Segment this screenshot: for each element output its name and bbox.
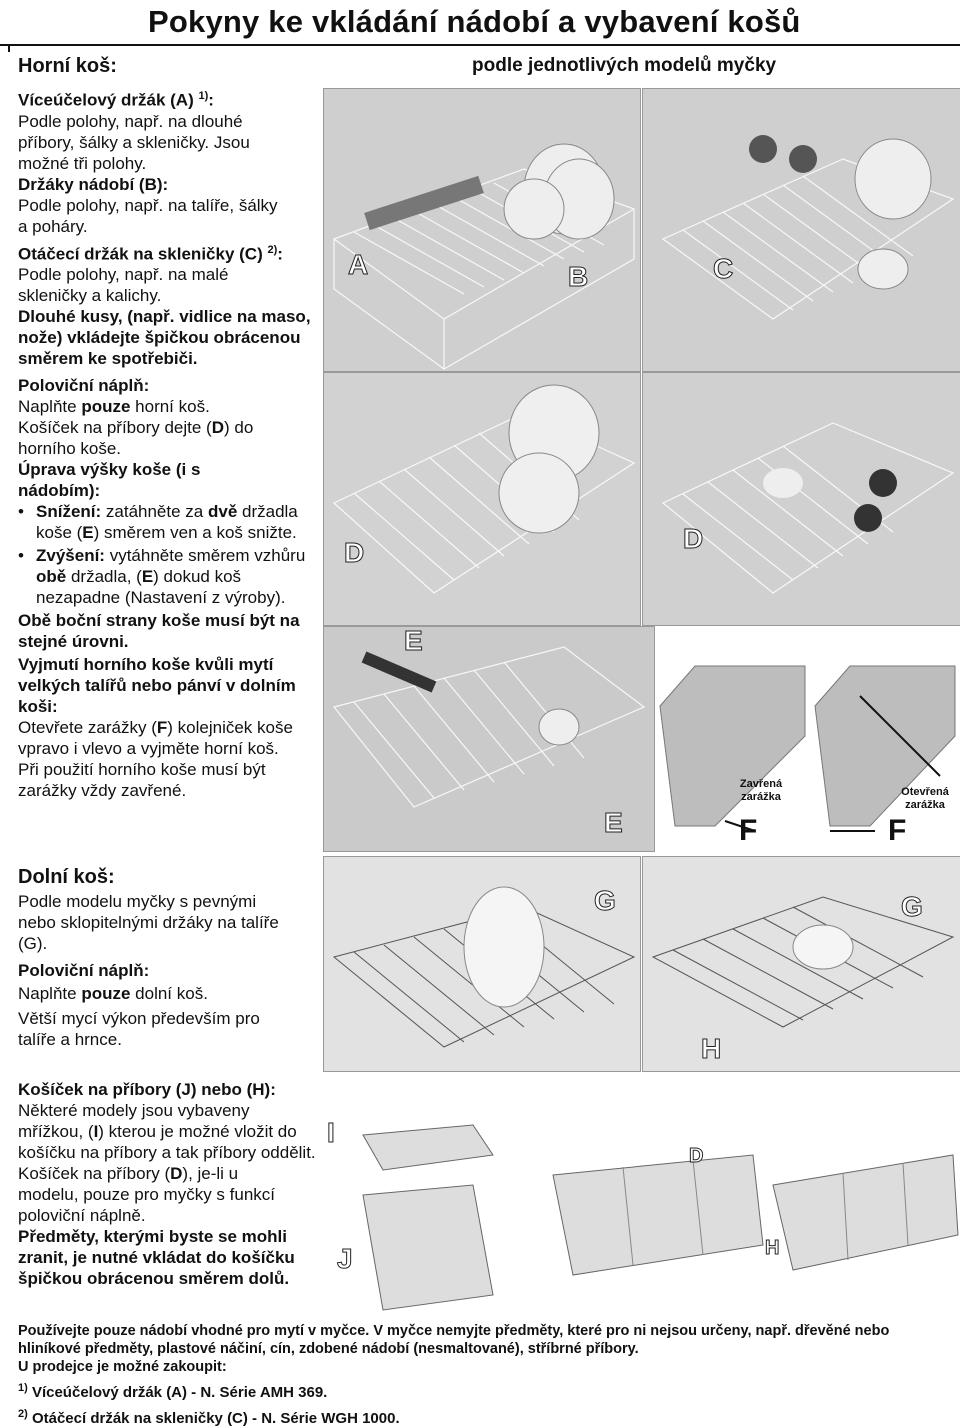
- bullet-dot: •: [18, 546, 24, 566]
- label-H-cutlery: H: [765, 1237, 780, 1259]
- half-load-text: [18, 396, 333, 417]
- lhl-c: dolní koš.: [130, 984, 208, 1003]
- lower-a: zatáhněte za: [101, 502, 208, 522]
- label-C: C: [713, 253, 734, 284]
- c1a: Některé modely jsou vybaveny mřížkou, (: [18, 1101, 250, 1141]
- basket-illustration: [324, 373, 640, 625]
- latch-illustration: [655, 626, 960, 852]
- raise-b: obě: [36, 567, 67, 587]
- footer-line-2: U prodejce je možné zakoupit:: [18, 1359, 227, 1375]
- lower-basket-bullet: [18, 501, 306, 543]
- c2a: Košíček na příbory (: [18, 1164, 171, 1183]
- cutlery-drawing: [323, 1115, 960, 1320]
- cutlery-warning: Předměty, kterými byste se mohli zranit, je nutné vkládat do košíčku špičkou obrácenou směrem dolů.: [18, 1227, 295, 1288]
- label-H: H: [701, 1033, 722, 1064]
- label-G: G: [594, 885, 616, 916]
- half-load-title: Poloviční náplň:: [18, 376, 150, 396]
- remove-a: Otevřete zarážky (: [18, 718, 157, 738]
- latch-closed-label: Zavřená zarážka: [739, 778, 783, 803]
- title-divider: [0, 44, 960, 46]
- lower-half-load-text: [18, 983, 298, 1004]
- photo-lower-basket-2: [642, 856, 960, 1072]
- remove-basket-note: Při použití horního koše musí být zarážky vždy zavřené.: [18, 760, 266, 801]
- latch-drawing: [655, 626, 960, 852]
- lower-b: dvě: [207, 502, 238, 522]
- title-divider-tick: [8, 44, 10, 52]
- colon: :: [208, 90, 214, 110]
- lower-basket-heading: Dolní koš:: [18, 866, 115, 888]
- footnote-ref-1: 1): [198, 90, 209, 102]
- footer-notice: [18, 1322, 948, 1428]
- label-G-2: G: [901, 891, 923, 922]
- cutlery-baskets-illustration: [323, 1115, 960, 1320]
- lower-c: držadla koše (: [36, 502, 298, 543]
- lower-e: ) směrem ven a koš snižte.: [93, 523, 297, 543]
- fn2-text: Otáčecí držák na skleničky (C) - N. Série WGH 1000.: [31, 1410, 400, 1427]
- basket-illustration: [324, 857, 640, 1071]
- photo-height-adjust: [323, 626, 655, 852]
- colon: :: [277, 244, 283, 264]
- c1b: I: [93, 1122, 99, 1141]
- cutlery-heading: Košíček na příbory (J) nebo (H):: [18, 1080, 276, 1099]
- lower-d: E: [82, 523, 94, 543]
- photo-upper-basket-a-b: [323, 88, 641, 372]
- footer-line-1: Používejte pouze nádobí vhodné pro mytí v myčce. V myčce nemyjte předměty, které pro ni nejsou určeny, např. dřevěné nebo hliníkové předměty, plastové náčiní, cín, zdobené nádobí (nesmaltované), stříbrné příbory.: [18, 1323, 890, 1357]
- label-F-open: F: [888, 814, 907, 847]
- remove-c: ) kolejniček koše vpravo i vlevo a vyjměte horní koš.: [18, 718, 293, 759]
- remove-b: F: [156, 718, 168, 738]
- latch-open-label: Otevřená zarážka: [901, 786, 949, 811]
- raise-a: vytáhněte směrem vzhůru: [104, 546, 306, 566]
- fn1-text: Víceúčelový držák (A) - N. Série AMH 369.: [31, 1384, 328, 1401]
- cutlery-basket-note: [18, 417, 308, 459]
- footnote-1: [18, 1379, 948, 1402]
- photo-half-load-upper-2: [642, 372, 960, 626]
- half-load-text-b: pouze: [81, 397, 131, 417]
- upper-basket-heading: Horní koš:: [18, 55, 117, 77]
- lhl-a: Naplňte: [18, 984, 82, 1003]
- c2c: ), je-li u modelu, pouze pro myčky s funkcí poloviční náplně.: [18, 1164, 276, 1225]
- lower-title: Snížení:: [36, 502, 102, 522]
- label-B: B: [568, 261, 589, 292]
- label-E: E: [404, 626, 423, 656]
- footnote-ref-2: 2): [267, 243, 278, 256]
- half-load-text-c: horní koš.: [130, 397, 210, 417]
- bullet-dot: •: [18, 502, 24, 522]
- basket-illustration: [324, 89, 640, 371]
- label-D: D: [344, 537, 365, 568]
- both-sides-note: Obě boční strany koše musí být na stejné úrovni.: [18, 611, 300, 652]
- cutlery-text-1: [18, 1100, 318, 1163]
- basket-illustration: [643, 89, 960, 371]
- basket-illustration: [643, 857, 960, 1071]
- raise-e: ) dokud koš nezapadne (Nastavení z výroby).: [36, 567, 286, 608]
- footnote-2: [18, 1405, 948, 1428]
- cutlery-section: [18, 1079, 328, 1289]
- page-subtitle: podle jednotlivých modelů myčky: [472, 55, 777, 76]
- raise-c: držadla, (: [66, 567, 142, 587]
- multi-holder-title: Víceúčelový držák (A): [18, 90, 194, 110]
- lower-half-load-title: Poloviční náplň:: [18, 961, 150, 980]
- cutlery-a: Košíček na příbory dejte (: [18, 418, 212, 438]
- label-A: A: [348, 249, 369, 280]
- dish-holders-text: Podle polohy, např. na talíře, šálky a poháry.: [18, 195, 278, 236]
- lhl-b: pouze: [81, 984, 131, 1003]
- lower-basket-text: [18, 891, 298, 1050]
- lower-more-power: Větší mycí výkon především pro talíře a hrnce.: [18, 1009, 260, 1049]
- upper-basket-text: [18, 86, 333, 801]
- multi-holder-text: Podle polohy, např. na dlouhé příbory, šálky a skleničky. Jsou možné tři polohy.: [18, 111, 250, 173]
- glass-holder-title: Otáčecí držák na skleničky (C): [18, 244, 263, 264]
- photo-lower-basket-1: [323, 856, 641, 1072]
- remove-basket-text: [18, 717, 318, 759]
- label-D-cutlery: D: [689, 1145, 704, 1167]
- long-items-note: Dlouhé kusy, (např. vidlice na maso, nože) vkládejte špičkou obrácenou směrem ke spotřebiči.: [18, 307, 311, 369]
- photo-upper-basket-c: [642, 88, 960, 372]
- label-J: J: [337, 1243, 353, 1274]
- label-D-2: D: [683, 523, 704, 554]
- cutlery-c: ) do horního koše.: [18, 418, 254, 459]
- cutlery-text-2: [18, 1163, 303, 1226]
- glass-holder-text: Podle polohy, např. na malé skleničky a kalichy.: [18, 265, 229, 306]
- photo-half-load-upper: [323, 372, 641, 626]
- label-E-2: E: [604, 807, 623, 838]
- fn1-sup: 1): [18, 1382, 28, 1394]
- label-I: I: [327, 1117, 335, 1148]
- basket-illustration: [643, 373, 960, 625]
- height-adjust-title: Úprava výšky koše (i s nádobím):: [18, 460, 201, 501]
- remove-basket-title: Vyjmutí horního koše kvůli mytí velkých talířů nebo pánví v dolním koši:: [18, 655, 296, 717]
- cutlery-b: D: [211, 418, 224, 438]
- raise-title: Zvýšení:: [36, 546, 105, 566]
- fn2-sup: 2): [18, 1408, 28, 1420]
- raise-basket-bullet: [18, 545, 326, 608]
- label-F-closed: F: [739, 814, 758, 847]
- lower-basket-desc: Podle modelu myčky s pevnými nebo sklopitelnými držáky na talíře (G).: [18, 892, 279, 953]
- raise-d: E: [141, 567, 154, 587]
- c2b: D: [170, 1164, 183, 1183]
- c1c: ) kterou je možné vložit do košíčku na příbory a tak příbory oddělit.: [18, 1122, 316, 1162]
- dish-holders-title: Držáky nádobí (B):: [18, 174, 169, 194]
- half-load-text-a: Naplňte: [18, 397, 82, 417]
- page-title: Pokyny ke vkládání nádobí a vybavení košů: [148, 4, 801, 39]
